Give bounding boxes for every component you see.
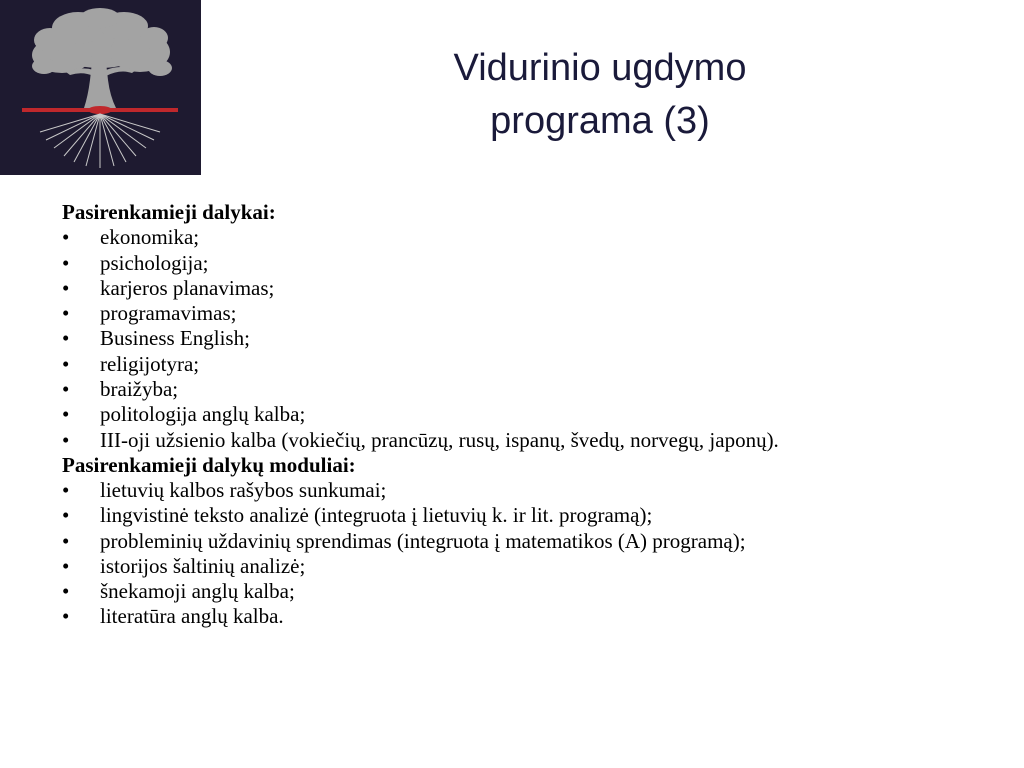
- slide-title: [300, 42, 900, 148]
- list-item: • III-oji užsienio kalba (vokiečių, prancūzų, rusų, ispanų, švedų, norvegų, japonų).: [62, 428, 962, 453]
- list-item: • lingvistinė teksto analizė (integruota į lietuvių k. ir lit. programą);: [62, 503, 962, 528]
- list-item: • religijotyra;: [62, 352, 962, 377]
- slide-title-line-1: Vidurinio ugdymo: [453, 47, 747, 89]
- tree-with-roots-logo-icon: [0, 0, 201, 175]
- slide-title-line-2: programa (3): [490, 100, 710, 142]
- list-item: • braižyba;: [62, 377, 962, 402]
- list-item: • Business English;: [62, 326, 962, 351]
- electives-list: [62, 225, 962, 452]
- list-item: • ekonomika;: [62, 225, 962, 250]
- list-item: • probleminių uždavinių sprendimas (integruota į matematikos (A) programą);: [62, 529, 962, 554]
- list-item: • karjeros planavimas;: [62, 276, 962, 301]
- modules-heading: Pasirenkamieji dalykų moduliai:: [62, 452, 356, 477]
- list-item: • programavimas;: [62, 301, 962, 326]
- list-item: • šnekamoji anglų kalba;: [62, 579, 962, 604]
- electives-heading: Pasirenkamieji dalykai:: [62, 200, 276, 224]
- logo: [0, 0, 201, 175]
- list-item: • istorijos šaltinių analizė;: [62, 554, 962, 579]
- list-item: • literatūra anglų kalba.: [62, 604, 962, 629]
- list-item: • psichologija;: [62, 251, 962, 276]
- modules-list: [62, 478, 962, 630]
- list-item: • lietuvių kalbos rašybos sunkumai;: [62, 478, 962, 503]
- slide-content: [62, 200, 962, 630]
- list-item: • politologija anglų kalba;: [62, 402, 962, 427]
